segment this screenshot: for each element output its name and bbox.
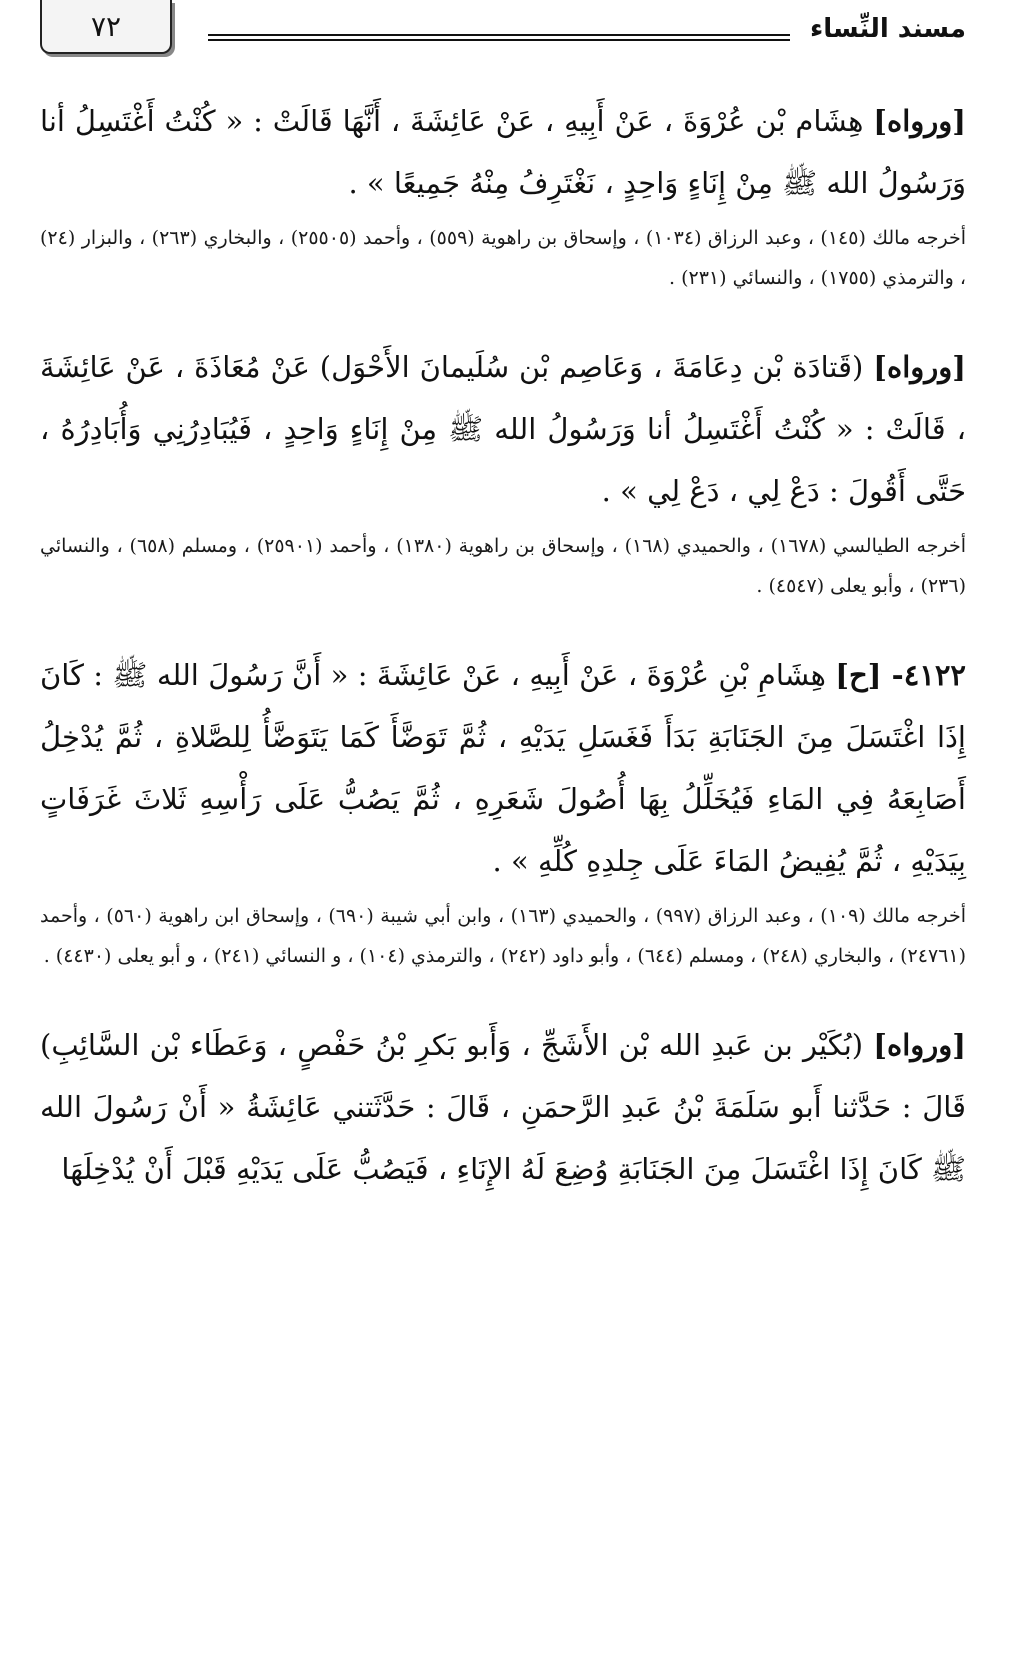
hadith-number: ٤١٢٢- [ح] — [835, 658, 966, 692]
hadith-lead: [ورواه] — [873, 1028, 966, 1062]
takhrij-note: أخرجه مالك (١٤٥) ، وعبد الرزاق (١٠٣٤) ، وإسحاق بن راهوية (٥٥٩) ، وأحمد (٢٥٥٠٥) ، والبخاري (٢٦٣) ، والبزار (٢٤) ، والترمذي (١٧٥٥) ، والنسائي (٢٣١) . — [40, 227, 966, 289]
hadith-body: هِشَامِ بْنِ عُرْوَةَ ، عَنْ أَبِيهِ ، عَنْ عَائِشَةَ : « أَنَّ رَسُولَ الله ﷺ : كَانَ إِذَا اغْتَسَلَ مِنَ الجَنَابَةِ بَدَأَ فَغَسَلِ يَدَيْهِ ، ثُمَّ تَوَضَّأَ كَمَا يَتَوَضَّأُ لِلصَّلاةِ ، ثُمَّ يُدْخِلُ أَصَابِعَهُ فِي المَاءِ فَيُخَلِّلُ بِهَا أُصُولَ شَعَرِهِ ، ثُمَّ يَصُبُّ عَلَى رَأْسِهِ ثَلاثَ غَرَفَاتٍ بِيَدَيْهِ ، ثُمَّ يُفِيضُ المَاءَ عَلَى جِلدِهِ كُلِّهِ » . — [40, 658, 966, 878]
page-body — [40, 70, 966, 1238]
hadith-lead: [ورواه] — [873, 104, 966, 138]
page-header — [0, 0, 1010, 60]
page-number-box — [40, 0, 172, 54]
page-number: ٧٢ — [90, 9, 122, 43]
hadith-text — [40, 1014, 966, 1200]
takhrij-note: أخرجه مالك (١٠٩) ، وعبد الرزاق (٩٩٧) ، والحميدي (١٦٣) ، وابن أبي شيبة (٦٩٠) ، وإسحاق ابن راهوية (٥٦٠) ، وأحمد (٢٤٧٦١) ، والبخاري (٢٤٨) ، ومسلم (٦٤٤) ، وأبو داود (٢٤٢) ، والترمذي (١٠٤) ، و النسائي (٢٤١) ، و أبو يعلى (٤٤٣٠) . — [40, 905, 966, 967]
hadith-body: (بُكَيْر بن عَبدِ الله بْن الأَشَجِّ ، وَأَبو بَكرِ بْنُ حَفْصٍ ، وَعَطَاء بْن السَّائِبِ) قَالَ : حَدَّثنا أَبو سَلَمَةَ بْنُ عَبدِ الرَّحمَنِ ، قَالَ : حَدَّثَتني عَائِشَةُ « أَنْ رَسُولَ الله ﷺ كَانَ إِذَا اغْتَسَلَ مِنَ الجَنَابَةِ وُضِعَ لَهُ الإِنَاءِ ، فَيَصُبُّ عَلَى يَدَيْهِ قَبْلَ أَنْ يُدْخِلَهَا — [40, 1028, 966, 1186]
hadith-section — [40, 1014, 966, 1200]
hadith-body: هِشَام بْن عُرْوَةَ ، عَنْ أَبِيهِ ، عَنْ عَائِشَةَ ، أَنَّهَا قَالَتْ : « كُنْتُ أَغْتَسِلُ أنا وَرَسُولُ الله ﷺ مِنْ إِنَاءٍ وَاحِدٍ ، نَغْتَرِفُ مِنْهُ جَمِيعًا » . — [40, 104, 966, 200]
header-rule — [208, 34, 790, 41]
hadith-section — [40, 90, 966, 298]
takhrij-note: أخرجه الطيالسي (١٦٧٨) ، والحميدي (١٦٨) ، وإسحاق بن راهوية (١٣٨٠) ، وأحمد (٢٥٩٠١) ، ومسلم (٦٥٨) ، والنسائي (٢٣٦) ، وأبو يعلى (٤٥٤٧) . — [40, 535, 966, 597]
hadith-lead: [ورواه] — [873, 350, 966, 384]
hadith-section — [40, 644, 966, 976]
hadith-text — [40, 644, 966, 892]
hadith-section — [40, 336, 966, 606]
hadith-text — [40, 90, 966, 214]
hadith-body: (قَتادَة بْن دِعَامَةَ ، وَعَاصِم بْن سُلَيمانَ الأَحْوَل) عَنْ مُعَاذَةَ ، عَنْ عَائِشَةَ ، قَالَتْ : « كُنْتُ أَغْتَسِلُ أنا وَرَسُولُ الله ﷺ مِنْ إِنَاءٍ وَاحِدٍ ، فَيُبَادِرُنِي وَأُبَادِرُهُ ، حَتَّى أَقُولَ : دَعْ لِي ، دَعْ لِي » . — [40, 350, 966, 508]
hadith-text — [40, 336, 966, 522]
running-title: مسند النِّساء — [809, 14, 966, 44]
